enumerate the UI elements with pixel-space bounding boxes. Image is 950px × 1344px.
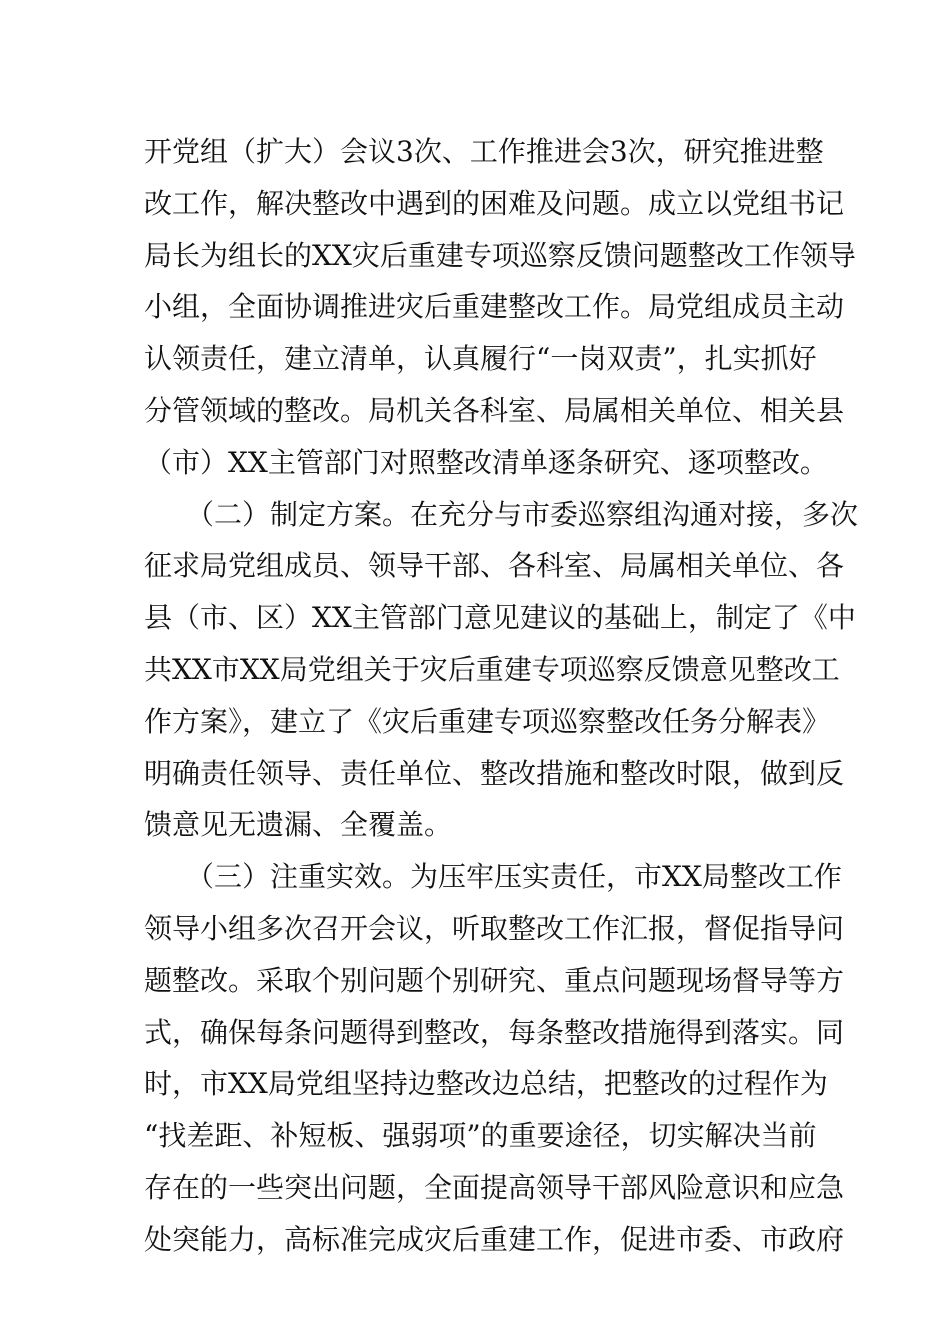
text-line-10: 县（市、区）XX主管部门意见建议的基础上，制定了《中 [144, 601, 856, 635]
text-line-14: 馈意见无遗漏、全覆盖。 [144, 808, 453, 842]
text-line-5: 认领责任，建立清单，认真履行“一岗双责”，扎实抓好 [144, 342, 817, 376]
text-line-16: 领导小组多次召开会议，听取整改工作汇报，督促指导问 [144, 911, 845, 945]
text-line-8: （二）制定方案。在充分与市委巡察组沟通对接，多次 [144, 497, 859, 531]
text-line-17: 题整改。采取个别问题个别研究、重点问题现场督导等方 [144, 963, 845, 997]
text-line-20: “找差距、补短板、强弱项”的重要途径，切实解决当前 [144, 1119, 817, 1153]
text-line-11: 共XX市XX局党组关于灾后重建专项巡察反馈意见整改工 [144, 652, 840, 686]
text-line-22: 处突能力，高标准完成灾后重建工作，促进市委、市政府 [144, 1222, 845, 1256]
text-line-19: 时，市XX局党组坚持边整改边总结，把整改的过程作为 [144, 1067, 828, 1101]
document-body [144, 126, 859, 1266]
text-line-2: 改工作，解决整改中遇到的困难及问题。成立以党组书记 [144, 186, 845, 220]
text-line-7: （市）XX主管部门对照整改清单逐条研究、逐项整改。 [144, 445, 828, 479]
text-line-12: 作方案》，建立了《灾后重建专项巡察整改任务分解表》 [144, 704, 831, 738]
text-line-15: （三）注重实效。为压牢压实责任，市XX局整改工作 [144, 860, 842, 894]
text-line-13: 明确责任领导、责任单位、整改措施和整改时限，做到反 [144, 756, 845, 790]
text-line-21: 存在的一些突出问题，全面提高领导干部风险意识和应急 [144, 1170, 845, 1204]
text-line-6: 分管领域的整改。局机关各科室、局属相关单位、相关县 [144, 393, 845, 427]
text-line-3: 局长为组长的XX灾后重建专项巡察反馈问题整改工作领导 [144, 238, 856, 272]
text-line-4: 小组，全面协调推进灾后重建整改工作。局党组成员主动 [144, 290, 845, 324]
text-line-9: 征求局党组成员、领导干部、各科室、局属相关单位、各 [144, 549, 845, 583]
text-line-1: 开党组（扩大）会议3次、工作推进会3次，研究推进整 [144, 135, 824, 168]
text-line-18: 式，确保每条问题得到整改，每条整改措施得到落实。同 [144, 1015, 845, 1049]
